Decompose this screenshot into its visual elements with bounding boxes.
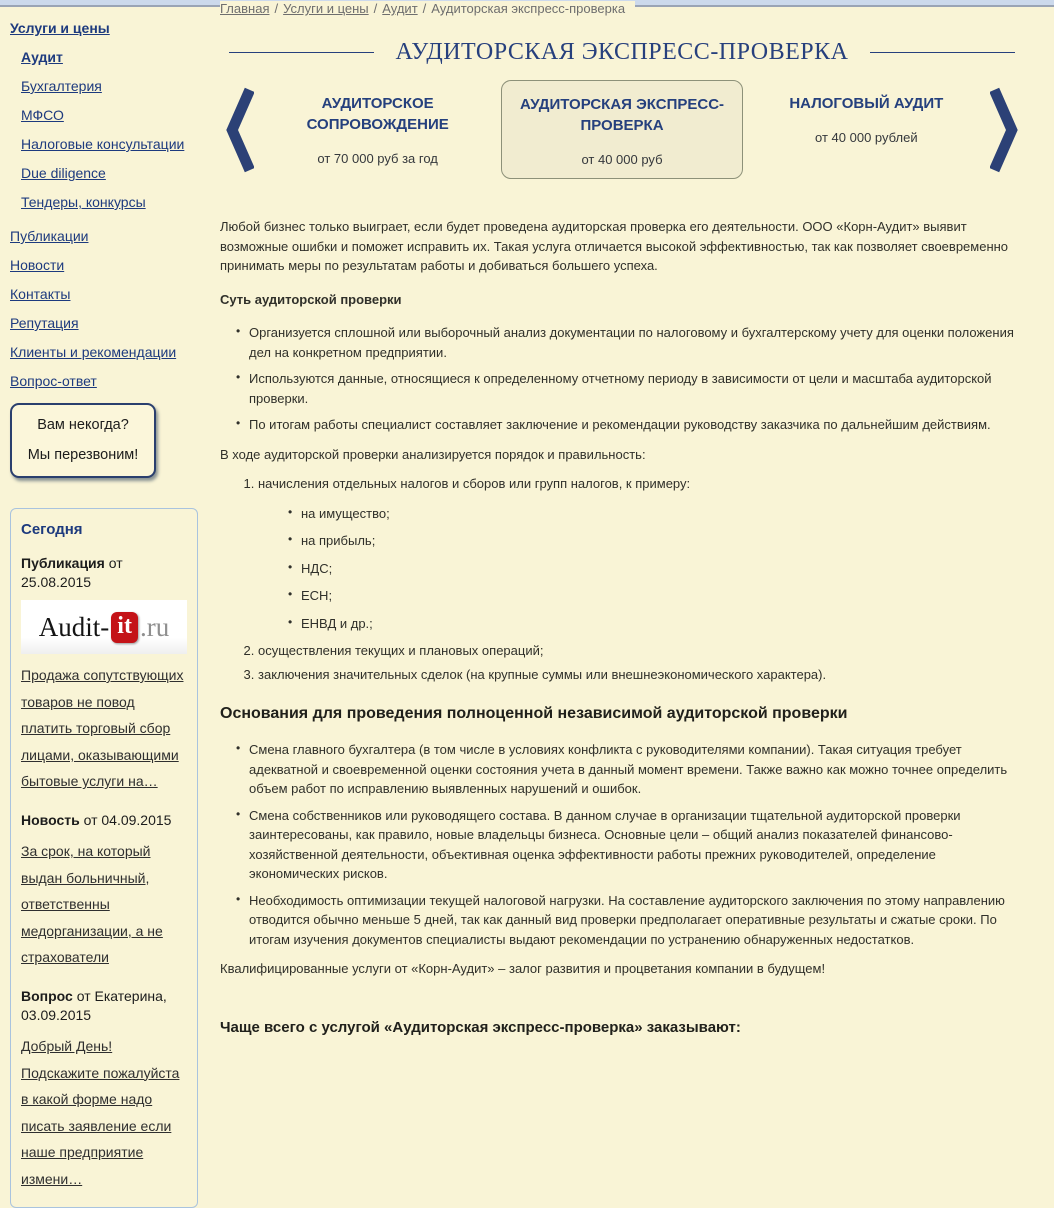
card-price: от 40 000 рублей — [815, 130, 918, 145]
card-title: АУДИТОРСКОЕ СОПРОВОЖДЕНИЕ — [306, 95, 449, 133]
breadcrumb-separator: / — [422, 1, 427, 16]
list-item: • Смена главного бухгалтера (в том числе в условиях конфликта с руководителями компании). Такая ситуация требует адекватной и своевременной оценки состояния учета в данный момент времени. Также важно как можно точнее определить объем работ по исправлению выявленных нарушений и ошибок. — [236, 740, 1024, 799]
publication-meta — [21, 554, 187, 592]
bottom-heading: Чаще всего с услугой «Аудиторская экспресс-проверка» заказывают: — [220, 1018, 741, 1036]
question-label: Вопрос — [21, 987, 73, 1004]
breadcrumb-separator: / — [373, 1, 378, 16]
card-price: от 40 000 руб — [581, 152, 663, 167]
carousel-card-active[interactable] — [501, 80, 742, 179]
list-item: 2. осуществления текущих и плановых операций; — [258, 641, 1024, 661]
analysis-list — [220, 474, 1024, 684]
essence-heading: Суть аудиторской проверки — [220, 291, 402, 307]
breadcrumb-services[interactable]: Услуги и цены — [283, 1, 369, 16]
sidebar-item-reputation[interactable]: Репутация — [10, 315, 79, 331]
question-meta — [21, 987, 187, 1025]
list-item-text: начисления отдельных налогов и сборов или групп налогов, к примеру: — [258, 476, 691, 491]
card-title: НАЛОГОВЫЙ АУДИТ — [789, 95, 944, 112]
page-title: АУДИТОРСКАЯ ЭКСПРЕСС-ПРОВЕРКА — [395, 39, 849, 65]
callback-button[interactable] — [10, 403, 156, 478]
breadcrumb — [220, 1, 635, 19]
analysis-intro: В ходе аудиторской проверки анализируется порядок и правильность: — [220, 446, 646, 462]
question-link[interactable]: Добрый День! Подскажите пожалуйста в какой форме надо писать заявление если наше предприятие измени… — [21, 1037, 180, 1187]
logo-text-it: it — [111, 612, 138, 643]
callback-line1: Вам некогда? — [37, 417, 129, 433]
publication-label: Публикация — [21, 555, 105, 571]
closing-paragraph: Квалифицированные услуги от «Корн-Аудит» – залог развития и процветания компании в будущем! — [220, 961, 826, 976]
grounds-list — [220, 740, 1024, 949]
sidebar-item-qa[interactable]: Вопрос-ответ — [10, 373, 97, 389]
title-rule-right — [870, 52, 1015, 53]
sidebar-item-publications[interactable]: Публикации — [10, 228, 89, 244]
breadcrumb-home[interactable]: Главная — [220, 1, 270, 16]
grounds-heading: Основания для проведения полноценной независимой аудиторской проверки — [220, 705, 848, 722]
callback-line2: Мы перезвоним! — [27, 447, 139, 463]
news-label: Новость — [21, 811, 80, 828]
services-carousel — [220, 80, 1024, 179]
list-item: 3. заключения значительных сделок (на крупные суммы или внешнеэкономического характера). — [258, 665, 1024, 685]
list-item: • Используются данные, относящиеся к определенному отчетному периоду в зависимости от цели и масштаба аудиторской проверки. — [236, 369, 1024, 408]
title-rule-left — [229, 52, 374, 53]
today-heading: Сегодня — [21, 521, 83, 538]
list-item: • По итогам работы специалист составляет заключение и рекомендации руководству заказчика по дальнейшим действиям. — [236, 415, 1024, 435]
news-link[interactable]: За срок, на который выдан больничный, ответственны медорганизации, а не страхователи — [21, 842, 163, 966]
logo-text-audit: Audit- — [38, 611, 110, 642]
main-content — [211, 0, 1054, 1208]
intro-paragraph: Любой бизнес только выиграет, если будет проведена аудиторская проверка его деятельности. ООО «Корн-Аудит» выявит возможные ошибки и поможет исправить их. Такая услуга отличается высокой эффективностью, так как позволяет своевременно принимать меры по результатам работы и добиваться большего успеха. — [220, 219, 1009, 273]
question-date: от Екатерина, 03.09.2015 — [21, 987, 167, 1023]
list-item: • ЕНВД и др.; — [288, 614, 1024, 634]
sidebar-item-due-diligence[interactable]: Due diligence — [21, 165, 106, 181]
news-meta — [21, 811, 187, 830]
sidebar-item-contacts[interactable]: Контакты — [10, 286, 71, 302]
sidebar-item-services[interactable]: Услуги и цены — [10, 20, 110, 36]
essence-list — [220, 323, 1024, 435]
page-title-row — [220, 39, 1024, 66]
article — [220, 217, 1024, 1039]
carousel-next-button[interactable] — [986, 80, 1024, 179]
breadcrumb-audit[interactable]: Аудит — [382, 1, 418, 16]
sidebar-item-news[interactable]: Новости — [10, 257, 65, 273]
sidebar-item-audit[interactable]: Аудит — [21, 49, 63, 65]
publication-date: от 25.08.2015 — [21, 555, 123, 590]
today-widget — [10, 508, 198, 1208]
chevron-right-icon — [990, 86, 1020, 174]
breadcrumb-separator: / — [274, 1, 279, 16]
logo-text-ru: .ru — [139, 611, 170, 642]
publication-link[interactable]: Продажа сопутствующих товаров не повод платить торговый сбор лицами, оказывающими бытовые услуги на… — [21, 667, 184, 790]
audit-it-logo[interactable] — [21, 600, 187, 654]
list-item: • на имущество; — [288, 504, 1024, 524]
list-item: • Организуется сплошной или выборочный анализ документации по налоговому и бухгалтерскому учету для оценки положения дел на конкретном предприятии. — [236, 323, 1024, 362]
sidebar — [0, 0, 211, 1208]
sidebar-item-clients[interactable]: Клиенты и рекомендации — [10, 344, 177, 360]
list-item — [258, 474, 1024, 633]
sidebar-nav — [10, 20, 211, 389]
chevron-left-icon — [224, 86, 254, 174]
list-item: • на прибыль; — [288, 531, 1024, 551]
sidebar-submenu-services — [10, 49, 211, 210]
carousel-prev-button[interactable] — [220, 80, 258, 179]
carousel-card-next[interactable] — [747, 80, 986, 179]
card-title: АУДИТОРСКАЯ ЭКСПРЕСС-ПРОВЕРКА — [519, 96, 725, 134]
card-price: от 70 000 руб за год — [317, 151, 438, 166]
news-date: от 04.09.2015 — [79, 811, 172, 828]
sidebar-item-tax-consulting[interactable]: Налоговые консультации — [21, 136, 185, 152]
list-item: • Смена собственников или руководящего состава. В данном случае в организации тщательной аудиторской проверки заинтересованы, как правило, новые владельцы бизнеса. Основные цели – общий анализ показателей финансово-хозяйственной деятельности, объективная оценка эффективности работы прежних руководителей, определение экономических рисков. — [236, 806, 1024, 884]
list-item: • НДС; — [288, 559, 1024, 579]
sidebar-item-ifrs[interactable]: МФСО — [21, 107, 64, 123]
list-item: • ЕСН; — [288, 586, 1024, 606]
carousel-card-prev[interactable] — [258, 80, 497, 179]
list-item: • Необходимость оптимизации текущей налоговой нагрузки. На составление аудиторского заключения по этому направлению отводится обычно меньше 5 дней, так как данный вид проверки предполагает оперативные результаты и сжатые сроки. По итогам изучения документов специалисты выдают рекомендации по устранению обнаруженных недостатков. — [236, 891, 1024, 950]
breadcrumb-current: Аудиторская экспресс-проверка — [431, 1, 626, 16]
taxes-sublist — [258, 504, 1024, 634]
sidebar-item-accounting[interactable]: Бухгалтерия — [21, 78, 102, 94]
sidebar-item-tenders[interactable]: Тендеры, конкурсы — [21, 194, 146, 210]
